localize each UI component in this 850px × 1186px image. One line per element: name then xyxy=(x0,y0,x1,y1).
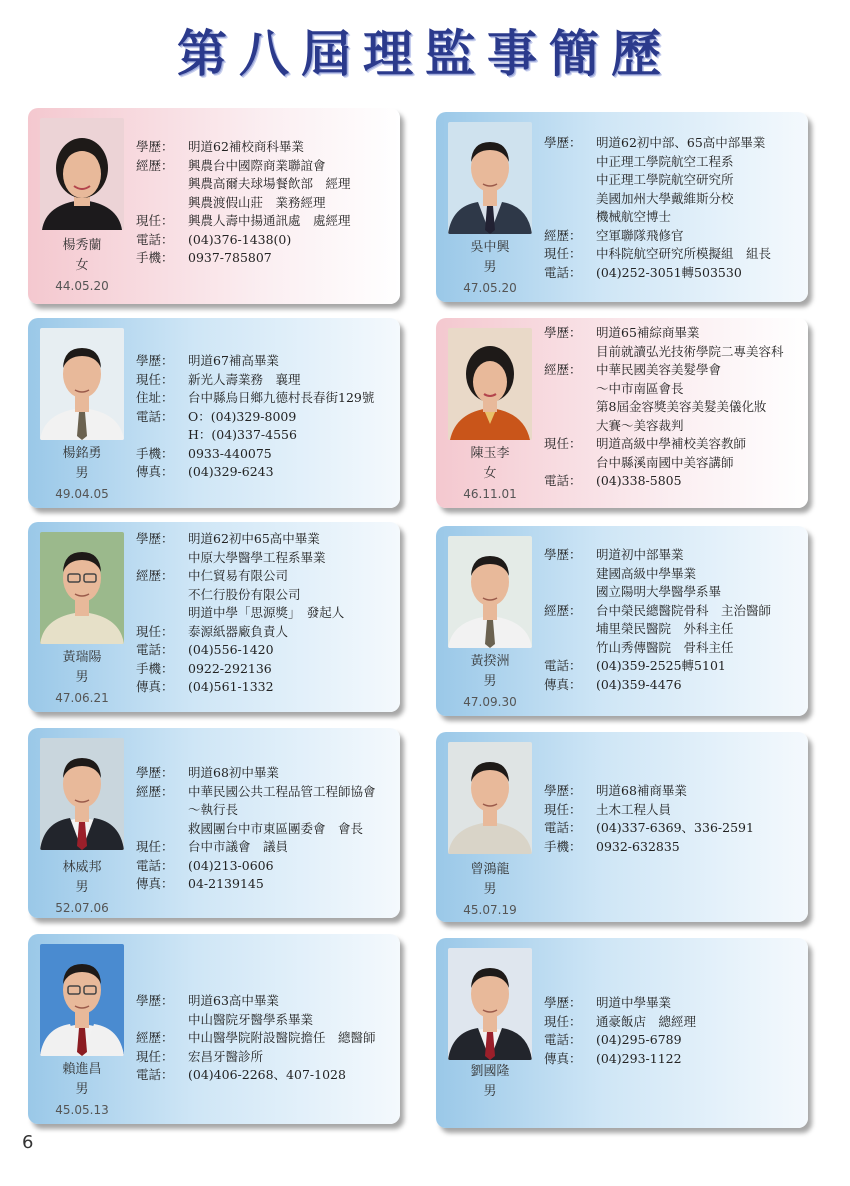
info-value: 中正理工學院航空研究所 xyxy=(596,172,734,187)
member-info xyxy=(136,764,394,894)
info-value: 第8屆金容獎美容美髮美儀化妝 xyxy=(596,399,767,414)
info-value: 明道68補商畢業 xyxy=(596,783,687,798)
info-label: 電話： xyxy=(544,820,582,835)
info-value: 明道中學「思源獎」 發起人 xyxy=(188,605,345,620)
info-value: 中原大學醫學工程系畢業 xyxy=(188,549,326,565)
member-gender: 男 xyxy=(483,1084,497,1099)
info-value: 0932-632835 xyxy=(596,838,680,854)
info-label: 傳真： xyxy=(136,876,174,891)
info-row xyxy=(136,1011,394,1030)
info-value: (04)561-1332 xyxy=(188,679,274,694)
member-date: 45.05.13 xyxy=(55,1103,109,1117)
info-label: 手機： xyxy=(136,445,174,461)
info-row xyxy=(136,389,394,408)
member-info xyxy=(544,324,802,491)
info-label: 現任： xyxy=(136,371,174,387)
info-value: 明道高級中學補校美容教師 xyxy=(596,436,747,451)
info-label: 手機： xyxy=(136,660,174,676)
info-row xyxy=(136,660,394,679)
info-row xyxy=(136,641,394,660)
info-label xyxy=(544,565,596,584)
info-label: 學歷： xyxy=(136,353,174,368)
info-label: 學歷： xyxy=(136,531,174,546)
info-label xyxy=(136,820,188,839)
info-value: 興農渡假山莊 業務經理 xyxy=(188,194,326,210)
member-identity xyxy=(436,1062,544,1102)
member-card xyxy=(28,522,400,712)
info-row xyxy=(544,546,802,565)
info-row xyxy=(544,639,802,658)
info-row xyxy=(136,212,394,231)
info-label: 傳真： xyxy=(136,464,174,479)
info-label: 經歷： xyxy=(136,568,174,583)
info-row xyxy=(544,227,802,246)
info-label: 學歷： xyxy=(544,325,582,340)
info-value: 0937-785807 xyxy=(188,250,272,265)
info-row xyxy=(136,783,394,802)
info-label: 電話： xyxy=(544,1032,582,1047)
info-value: ～執行長 xyxy=(188,802,239,817)
info-label: 傳真： xyxy=(544,1050,582,1066)
member-name: 林威邦 xyxy=(62,860,102,875)
info-value: 埔里榮民醫院 外科主任 xyxy=(596,621,734,636)
info-row xyxy=(136,801,394,820)
info-label: 住址： xyxy=(136,390,174,405)
info-row xyxy=(544,343,802,362)
info-value: 台中縣溪南國中美容講師 xyxy=(596,454,734,470)
info-row xyxy=(544,398,802,417)
member-photo xyxy=(40,944,124,1056)
info-row xyxy=(544,819,802,838)
info-row xyxy=(136,1029,394,1048)
info-value: 中山醫院牙醫學系畢業 xyxy=(188,1011,314,1027)
info-label xyxy=(136,175,188,194)
info-label: 學歷： xyxy=(544,783,582,798)
info-label: 現任： xyxy=(136,623,174,639)
info-value: 竹山秀傳醫院 骨科主任 xyxy=(596,639,734,655)
member-photo xyxy=(40,118,124,230)
info-row xyxy=(136,426,394,445)
info-label xyxy=(136,1011,188,1030)
info-label: 現任： xyxy=(544,436,582,451)
info-value: 明道63高中畢業 xyxy=(188,993,279,1008)
info-value: 台中縣烏日鄉九德村長春街129號 xyxy=(188,390,375,405)
member-info xyxy=(544,782,802,856)
member-identity xyxy=(436,860,544,920)
member-identity xyxy=(28,858,136,918)
info-label: 傳真： xyxy=(136,679,174,694)
info-value: 中科院航空研究所模擬組 組長 xyxy=(596,246,772,261)
member-identity xyxy=(28,236,136,296)
info-label: 現任： xyxy=(136,213,174,228)
info-value: 不仁行股份有限公司 xyxy=(188,586,301,602)
member-card xyxy=(436,318,808,508)
info-value: (04)337-6369、336-2591 xyxy=(596,820,754,835)
member-gender: 女 xyxy=(483,466,497,481)
info-value: (04)295-6789 xyxy=(596,1032,682,1047)
info-label xyxy=(136,604,188,623)
info-value: 美國加州大學戴維斯分校 xyxy=(596,190,734,206)
info-label xyxy=(544,639,596,658)
info-label xyxy=(136,426,188,445)
member-gender: 男 xyxy=(75,880,89,895)
member-gender: 男 xyxy=(483,674,497,689)
info-label xyxy=(544,417,596,436)
info-label xyxy=(136,801,188,820)
info-label: 經歷： xyxy=(544,362,582,377)
info-value: 明道65補綜商畢業 xyxy=(596,325,700,340)
info-label xyxy=(544,153,596,172)
info-label xyxy=(136,194,188,213)
member-info xyxy=(136,138,394,268)
member-date: 52.07.06 xyxy=(55,901,109,915)
member-date: 44.05.20 xyxy=(55,279,109,293)
info-value: 明道初中部畢業 xyxy=(596,547,684,562)
member-photo xyxy=(40,738,124,850)
info-value: (04)293-1122 xyxy=(596,1050,682,1066)
info-row xyxy=(136,1048,394,1067)
info-label xyxy=(544,583,596,602)
info-value: 明道68初中畢業 xyxy=(188,765,279,780)
info-row xyxy=(544,153,802,172)
info-row xyxy=(136,352,394,371)
info-label: 現任： xyxy=(136,839,174,854)
info-value: O：(04)329-8009 xyxy=(188,408,297,424)
member-date: 49.04.05 xyxy=(55,487,109,501)
info-label: 手機： xyxy=(544,838,582,854)
info-row xyxy=(544,782,802,801)
info-value: 明道中學畢業 xyxy=(596,995,672,1010)
member-identity xyxy=(28,648,136,708)
member-date: 47.06.21 xyxy=(55,691,109,705)
member-photo xyxy=(448,328,532,440)
info-label: 電話： xyxy=(136,1067,174,1082)
member-photo xyxy=(40,532,124,644)
info-label xyxy=(544,190,596,209)
info-label: 學歷： xyxy=(136,765,174,780)
member-gender: 男 xyxy=(483,882,497,897)
info-row xyxy=(544,1013,802,1032)
page-title: 第八屆理監事簡歷 xyxy=(177,24,673,83)
info-value: 興農台中國際商業聯誼會 xyxy=(188,157,326,173)
info-value: 台中市議會 議員 xyxy=(188,839,289,854)
info-value: 興農人壽中揚通訊處 處經理 xyxy=(188,213,351,228)
info-row xyxy=(544,190,802,209)
info-row xyxy=(136,549,394,568)
info-row xyxy=(136,249,394,268)
info-row xyxy=(544,361,802,380)
info-label: 學歷： xyxy=(544,135,582,150)
info-label: 學歷： xyxy=(544,547,582,562)
info-row xyxy=(544,134,802,153)
info-row xyxy=(136,604,394,623)
info-value: (04)376-1438(0) xyxy=(188,231,292,247)
info-label: 手機： xyxy=(136,250,174,265)
info-row xyxy=(136,875,394,894)
info-value: 救國團台中市東區團委會 會長 xyxy=(188,820,364,836)
info-row xyxy=(544,838,802,857)
info-row xyxy=(544,417,802,436)
info-value: 明道67補高畢業 xyxy=(188,353,279,368)
info-label: 現任： xyxy=(136,1048,174,1064)
info-value: 中仁貿易有限公司 xyxy=(188,568,289,583)
info-row xyxy=(136,764,394,783)
info-row xyxy=(136,157,394,176)
member-name: 賴進昌 xyxy=(62,1062,102,1077)
info-row xyxy=(544,435,802,454)
info-row xyxy=(544,380,802,399)
member-name: 黃瑞陽 xyxy=(62,650,102,665)
info-value: 04-2139145 xyxy=(188,876,264,891)
member-info xyxy=(136,530,394,697)
info-row xyxy=(544,1050,802,1069)
info-value: (04)329-6243 xyxy=(188,464,274,479)
info-label xyxy=(136,586,188,605)
info-value: 通豪飯店 總經理 xyxy=(596,1013,697,1029)
info-label xyxy=(544,398,596,417)
info-value: 中華民國公共工程品管工程師協會 xyxy=(188,783,376,799)
info-row xyxy=(136,1066,394,1085)
member-card xyxy=(28,108,400,304)
info-label: 電話： xyxy=(136,857,174,873)
info-label: 電話： xyxy=(136,231,174,247)
info-label: 電話： xyxy=(544,264,582,280)
member-info xyxy=(136,352,394,482)
info-value: 中正理工學院航空工程系 xyxy=(596,153,734,169)
info-row xyxy=(544,657,802,676)
member-date: 46.11.01 xyxy=(463,487,517,501)
info-label: 經歷： xyxy=(136,157,174,173)
info-label: 現任： xyxy=(544,246,582,261)
member-photo xyxy=(448,536,532,648)
info-row xyxy=(136,530,394,549)
info-value: 興農高爾夫球場餐飲部 經理 xyxy=(188,176,351,191)
member-info xyxy=(544,134,802,282)
info-row xyxy=(544,454,802,473)
info-value: 台中榮民總醫院骨科 主治醫師 xyxy=(596,602,772,618)
info-value: 國立陽明大學醫學系畢 xyxy=(596,584,722,599)
info-row xyxy=(544,472,802,491)
info-value: 0933-440075 xyxy=(188,445,272,461)
member-name: 曾鴻龍 xyxy=(470,862,510,877)
member-card xyxy=(436,112,808,302)
info-row xyxy=(544,171,802,190)
member-identity xyxy=(28,1060,136,1120)
info-row xyxy=(136,463,394,482)
member-identity xyxy=(436,238,544,298)
info-row xyxy=(136,623,394,642)
member-card xyxy=(436,526,808,716)
page-number: 6 xyxy=(22,1132,34,1153)
info-label xyxy=(544,620,596,639)
member-identity xyxy=(28,444,136,504)
info-row xyxy=(136,820,394,839)
info-row xyxy=(136,408,394,427)
info-row xyxy=(136,175,394,194)
info-label: 傳真： xyxy=(544,676,582,692)
member-name: 劉國隆 xyxy=(470,1064,510,1079)
info-row xyxy=(136,371,394,390)
info-value: 目前就讀弘光技術學院二專美容科 xyxy=(596,343,784,359)
info-row xyxy=(136,194,394,213)
info-value: 0922-292136 xyxy=(188,660,272,676)
info-label: 學歷： xyxy=(136,139,174,154)
info-value: 泰源紙器廠負責人 xyxy=(188,623,289,639)
info-value: (04)213-0606 xyxy=(188,857,274,873)
info-value: (04)359-4476 xyxy=(596,676,682,692)
info-value: 土木工程人員 xyxy=(596,801,672,817)
member-photo xyxy=(448,948,532,1060)
info-row xyxy=(136,857,394,876)
info-value: 機械航空博士 xyxy=(596,209,672,224)
info-value: 中山醫學院附設醫院擔任 總醫師 xyxy=(188,1030,376,1045)
member-info xyxy=(544,994,802,1068)
info-value: 大賽～美容裁判 xyxy=(596,417,684,433)
info-row xyxy=(136,138,394,157)
info-value: 建國高級中學畢業 xyxy=(596,565,697,581)
member-gender: 女 xyxy=(75,258,89,273)
info-value: (04)252-3051轉503530 xyxy=(596,264,742,280)
info-label: 現任： xyxy=(544,1013,582,1029)
member-photo xyxy=(40,328,124,440)
info-row xyxy=(136,992,394,1011)
info-value: ～中市南區會長 xyxy=(596,380,684,396)
info-value: 中華民國美容美髮學會 xyxy=(596,362,722,377)
member-info xyxy=(544,546,802,694)
info-label xyxy=(544,380,596,399)
member-gender: 男 xyxy=(483,260,497,275)
info-label: 電話： xyxy=(544,473,582,488)
member-date: 47.09.30 xyxy=(463,695,517,709)
info-label: 經歷： xyxy=(544,602,582,618)
info-label: 電話： xyxy=(136,642,174,657)
info-label: 經歷： xyxy=(136,783,174,799)
member-gender: 男 xyxy=(75,670,89,685)
info-row xyxy=(544,208,802,227)
info-value: (04)338-5805 xyxy=(596,473,682,488)
info-row xyxy=(544,583,802,602)
info-value: 明道62初中65高中畢業 xyxy=(188,531,320,546)
member-info xyxy=(136,992,394,1085)
info-row xyxy=(544,994,802,1013)
member-name: 陳玉李 xyxy=(470,446,510,461)
info-label xyxy=(544,343,596,362)
info-row xyxy=(136,445,394,464)
info-value: (04)359-2525轉5101 xyxy=(596,658,726,673)
member-card xyxy=(28,728,400,918)
info-row xyxy=(544,324,802,343)
info-value: 空軍聯隊飛修官 xyxy=(596,227,684,243)
info-label: 學歷： xyxy=(544,995,582,1010)
info-label xyxy=(544,454,596,473)
member-gender: 男 xyxy=(75,1082,89,1097)
info-row xyxy=(136,838,394,857)
info-value: (04)556-1420 xyxy=(188,642,274,657)
member-photo xyxy=(448,742,532,854)
info-row xyxy=(544,1031,802,1050)
member-identity xyxy=(436,444,544,504)
info-label xyxy=(544,208,596,227)
info-label: 電話： xyxy=(136,408,174,424)
info-row xyxy=(544,245,802,264)
member-card xyxy=(28,934,400,1124)
info-value: 宏昌牙醫診所 xyxy=(188,1048,264,1064)
info-label: 學歷： xyxy=(136,993,174,1008)
member-card xyxy=(436,732,808,922)
info-row xyxy=(544,620,802,639)
member-identity xyxy=(436,652,544,712)
member-card xyxy=(436,938,808,1128)
info-row xyxy=(544,264,802,283)
info-value: (04)406-2268、407-1028 xyxy=(188,1067,346,1082)
member-name: 黃揆洲 xyxy=(470,654,510,669)
info-row xyxy=(544,602,802,621)
member-photo xyxy=(448,122,532,234)
info-row xyxy=(136,586,394,605)
info-value: 明道62初中部、65高中部畢業 xyxy=(596,135,766,150)
info-label: 現任： xyxy=(544,801,582,817)
info-label xyxy=(136,549,188,568)
info-label: 經歷： xyxy=(544,227,582,243)
info-row xyxy=(544,565,802,584)
member-date: 47.05.20 xyxy=(463,281,517,295)
info-label: 電話： xyxy=(544,658,582,673)
info-row xyxy=(544,676,802,695)
member-name: 楊銘勇 xyxy=(62,446,102,461)
info-label xyxy=(544,171,596,190)
info-row xyxy=(136,231,394,250)
member-name: 吳中興 xyxy=(470,240,510,255)
info-value: H：(04)337-4556 xyxy=(188,427,297,442)
info-value: 新光人壽業務 襄理 xyxy=(188,371,301,387)
member-card xyxy=(28,318,400,508)
info-value: 明道62補校商科畢業 xyxy=(188,139,304,154)
info-row xyxy=(544,801,802,820)
member-date: 45.07.19 xyxy=(463,903,517,917)
info-row xyxy=(136,567,394,586)
member-name: 楊秀蘭 xyxy=(62,238,102,253)
info-row xyxy=(136,678,394,697)
member-gender: 男 xyxy=(75,466,89,481)
info-label: 經歷： xyxy=(136,1030,174,1045)
